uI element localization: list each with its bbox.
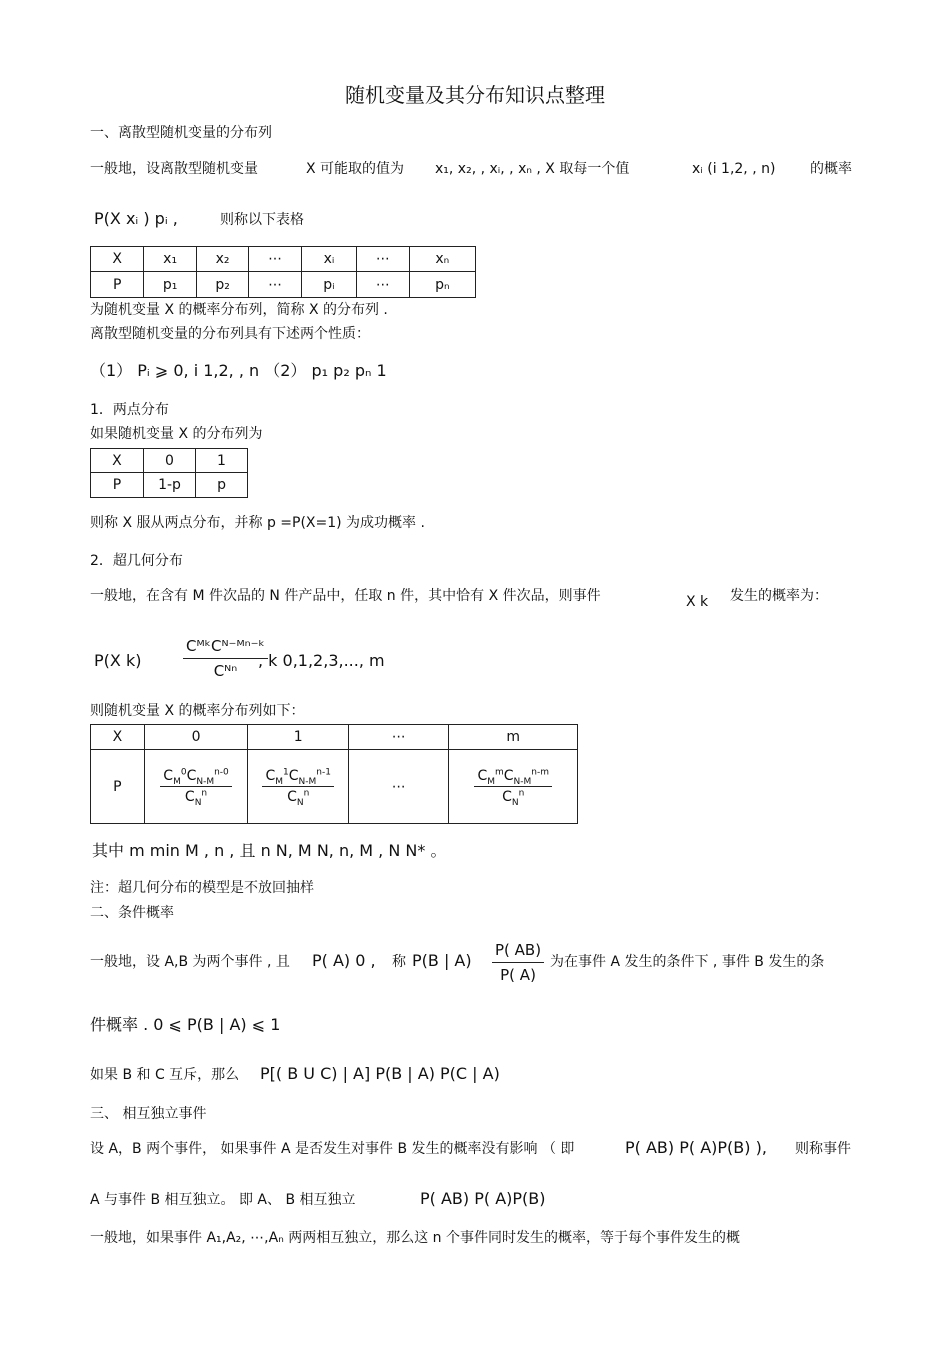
properties-intro: 离散型随机变量的分布列具有下述两个性质： (90, 326, 370, 342)
table-cell: pₙ (409, 272, 475, 298)
table-cell: 1-p (143, 473, 195, 498)
independent-formula: P( AB) P( A)P(B) (420, 1189, 546, 1208)
independent-general: 一般地，如果事件 A₁,A₂, ⋯,Aₙ 两两相互独立，那么这 n 个事件同时发生的概率，等于每个事件发生的概 (90, 1230, 741, 1246)
table-cell: P (91, 473, 144, 498)
hypergeometric-table (90, 724, 578, 824)
table-cell: ⋯ (249, 247, 301, 272)
independent-formula-inline: P( AB) P( A)P(B) ), (625, 1138, 767, 1157)
conditional-text-b: 称 (392, 954, 406, 970)
table-cell: 0 (143, 449, 195, 473)
hypergeometric-formula-left: P(X k) (94, 651, 142, 670)
table-cell-fraction (144, 750, 248, 824)
hypergeometric-intro-tail: 发生的概率为： (730, 588, 828, 604)
fraction-denominator: $C_N^n$ (184, 788, 208, 808)
table-cell: ⋯ (357, 247, 409, 272)
table-cell: 0 (144, 725, 248, 750)
mutually-exclusive-formula: P[( B U C) | A] P(B | A) P(C | A) (260, 1064, 500, 1083)
page-title: 随机变量及其分布知识点整理 (345, 83, 605, 107)
intro-text-d: 的概率 (810, 161, 852, 177)
table-cell: p₂ (196, 272, 248, 298)
table-cell: p (196, 473, 248, 498)
hypergeometric-event: X k (686, 594, 709, 610)
table-row (91, 247, 476, 272)
table-cell: ⋯ (349, 750, 449, 824)
hypergeometric-formula-right: , k 0,1,2,3,..., m (258, 651, 385, 670)
hypergeometric-heading: 2．超几何分布 (90, 553, 183, 569)
fraction-denominator: Cᴺⁿ (213, 662, 238, 680)
table-cell: 1 (248, 725, 349, 750)
properties-formula: （1） Pᵢ ⩾ 0, i 1,2, , n （2） p₁ p₂ pₙ 1 (90, 361, 387, 380)
table-cell: P (91, 272, 144, 298)
table-cell: x₂ (196, 247, 248, 272)
section-heading-independent: 三、 相互独立事件 (90, 1106, 207, 1122)
conditional-text-c: 为在事件 A 发生的条件下 , 事件 B 发生的条 (550, 954, 825, 970)
independent-definition: A 与事件 B 相互独立。 即 A、 B 相互独立 (90, 1192, 356, 1208)
fraction-denominator: $C_N^n$ (502, 788, 525, 808)
intro-index-range: xᵢ (i 1,2, , n) (692, 161, 776, 177)
table-cell: X (91, 247, 144, 272)
independent-text-a: 设 A，B 两个事件， 如果事件 A 是否发生对事件 B 发生的概率没有影响 （ 即 (90, 1141, 575, 1157)
section-heading-discrete: 一、离散型随机变量的分布列 (90, 125, 272, 141)
conditional-text-a: 一般地，设 A,B 为两个事件 , 且 (90, 954, 290, 970)
probability-tail-text: 则称以下表格 (220, 212, 304, 228)
hypergeometric-fraction (183, 636, 268, 681)
distribution-definition: 为随机变量 X 的概率分布列，简称 X 的分布列 . (90, 302, 388, 318)
table-cell: ⋯ (357, 272, 409, 298)
fraction-denominator: $C_N^n$ (287, 788, 310, 808)
table-row (91, 272, 476, 298)
table-cell: x₁ (144, 247, 196, 272)
fraction-numerator: CᴹᵏCᴺ⁻ᴹⁿ⁻ᵏ (183, 636, 268, 659)
table-cell: p₁ (144, 272, 196, 298)
hypergeometric-note: 注：超几何分布的模型是不放回抽样 (90, 880, 314, 896)
two-point-heading: 1．两点分布 (90, 402, 169, 418)
fraction-numerator: P( AB) (492, 940, 544, 963)
table-cell: X (91, 725, 145, 750)
table-cell: m (449, 725, 578, 750)
fraction-denominator: P( A) (500, 966, 536, 984)
conditional-bounds: 件概率 . 0 ⩽ P(B | A) ⩽ 1 (90, 1015, 281, 1034)
fraction-numerator: $C_M^1C_{N-M}^{n-1}$ (262, 768, 334, 787)
table-cell: ⋯ (249, 272, 301, 298)
table-cell: xₙ (409, 247, 475, 272)
two-point-conclusion: 则称 X 服从两点分布，并称 p =P(X=1) 为成功概率 . (90, 515, 425, 531)
table-cell: 1 (196, 449, 248, 473)
conditional-pa: P( A) 0 , (312, 951, 376, 970)
intro-text-b: X 可能取的值为 (306, 161, 405, 177)
table-cell-fraction (449, 750, 578, 824)
section-heading-conditional: 二、条件概率 (90, 905, 174, 921)
independent-text-c: 则称事件 (795, 1141, 851, 1157)
fraction-numerator: $C_M^mC_{N-M}^{n-m}$ (474, 768, 552, 787)
table-cell-fraction (248, 750, 349, 824)
table-cell: X (91, 449, 144, 473)
table-cell: pᵢ (301, 272, 356, 298)
table-row (91, 473, 248, 498)
hypergeometric-intro: 一般地，在含有 M 件次品的 N 件产品中，任取 n 件，其中恰有 X 件次品，则事件 (90, 588, 601, 604)
intro-values: x₁, x₂, , xᵢ, , xₙ , X 取每一个值 (435, 161, 630, 177)
two-point-intro: 如果随机变量 X 的分布列为 (90, 426, 263, 442)
table-row (91, 750, 578, 824)
table-cell: ⋯ (349, 725, 449, 750)
conditional-fraction (492, 940, 544, 985)
table-row (91, 725, 578, 750)
table-row (91, 449, 248, 473)
distribution-table (90, 246, 476, 298)
two-point-table (90, 448, 248, 498)
mutually-exclusive-text: 如果 B 和 C 互斥，那么 (90, 1067, 240, 1083)
hypergeometric-table-intro: 则随机变量 X 的概率分布列如下： (90, 703, 305, 719)
intro-text-a: 一般地，设离散型随机变量 (90, 161, 258, 177)
hypergeometric-condition: 其中 m min M , n , 且 n N, M N, n, M , N N* 。 (92, 841, 447, 860)
probability-expression: P(X xᵢ ) pᵢ , (94, 209, 178, 228)
table-cell: xᵢ (301, 247, 356, 272)
fraction-numerator: $C_M^0C_{N-M}^{n-0}$ (160, 768, 232, 787)
conditional-pba: P(B | A) (412, 951, 472, 970)
table-cell: P (91, 750, 145, 824)
